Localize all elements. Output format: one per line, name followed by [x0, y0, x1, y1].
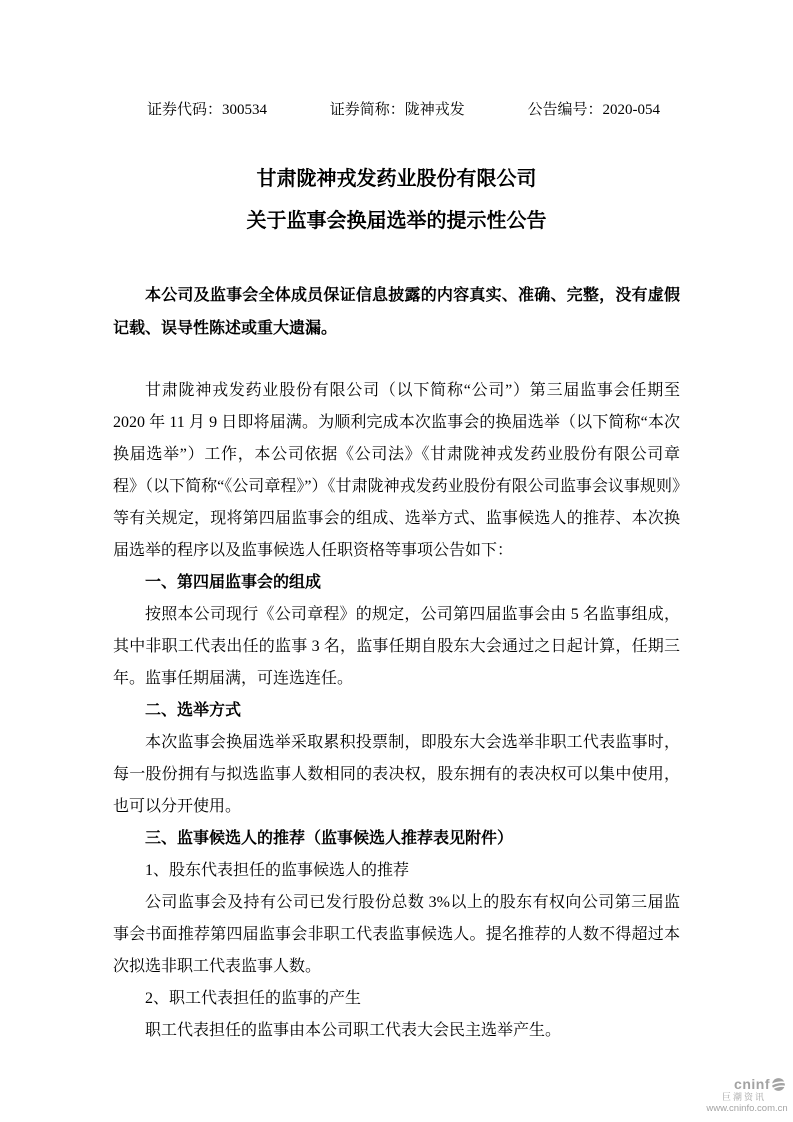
cninfo-chinese-label: 巨潮资讯 — [721, 1092, 766, 1102]
body-paragraph: 1、股东代表担任的监事候选人的推荐 — [145, 862, 410, 879]
document-title-line1: 甘肃陇神戎发药业股份有限公司 — [256, 168, 537, 190]
document-content — [113, 0, 680, 1047]
body-paragraph: 职工代表担任的监事由本公司职工代表大会民主选举产生。 — [145, 1022, 562, 1039]
section-heading: 一、第四届监事会的组成 — [145, 574, 322, 591]
body-paragraph: 按照本公司现行《公司章程》的规定，公司第四届监事会由 5 名监事组成，其中非职工代表出任的监事 3 名，监事任期自股东大会通过之日起计算，任期三年。监事任期届满，可连选连任。 — [113, 606, 680, 687]
section-heading: 三、监事候选人的推荐（监事候选人推荐表见附件） — [145, 830, 514, 847]
announcement-number-label: 公告编号：2020-054 — [527, 102, 660, 118]
stock-code-label: 证券代码：300534 — [147, 102, 268, 118]
cninfo-swirl-icon — [771, 1077, 786, 1092]
document-body — [113, 375, 680, 1047]
stock-short-name-label: 证券简称：陇神戎发 — [329, 102, 465, 118]
cninfo-logo — [705, 1076, 789, 1115]
body-paragraph: 甘肃陇神戎发药业股份有限公司（以下简称“公司”）第三届监事会任期至2020 年 11 月 9 日即将届满。为顺利完成本次监事会的换届选举（以下简称“本次换届选举”）工作，本公司依据《公司法》《甘肃陇神戎发药业股份有限公司章程》（以下简称“《公司章程》”）《甘肃陇神戎发药业股份有限公司监事会议事规则》等有关规定，现将第四届监事会的组成、选举方式、监事候选人的推荐、本次换届选举的程序以及监事候选人任职资格等事项公告如下： — [113, 382, 680, 559]
cninfo-url-text: www.cninfo.com.cn — [706, 1103, 788, 1114]
body-paragraph: 公司监事会及持有公司已发行股份总数 3%以上的股东有权向公司第三届监事会书面推荐第四届监事会非职工代表监事候选人。提名推荐的人数不得超过本次拟选非职工代表监事人数。 — [113, 894, 680, 975]
cninfo-brand-text: cninf — [734, 1076, 770, 1092]
cninfo-logo-top — [705, 1076, 789, 1092]
disclaimer-paragraph: 本公司及监事会全体成员保证信息披露的内容真实、准确、完整，没有虚假记载、误导性陈述或重大遗漏。 — [113, 287, 680, 337]
body-paragraph: 本次监事会换届选举采取累积投票制，即股东大会选举非职工代表监事时，每一股份拥有与拟选监事人数相同的表决权，股东拥有的表决权可以集中使用，也可以分开使用。 — [113, 734, 680, 815]
body-paragraph: 2、职工代表担任的监事的产生 — [145, 990, 362, 1007]
document-header — [113, 0, 680, 120]
document-title-line2: 关于监事会换届选举的提示性公告 — [246, 210, 547, 232]
section-heading: 二、选举方式 — [145, 702, 242, 719]
